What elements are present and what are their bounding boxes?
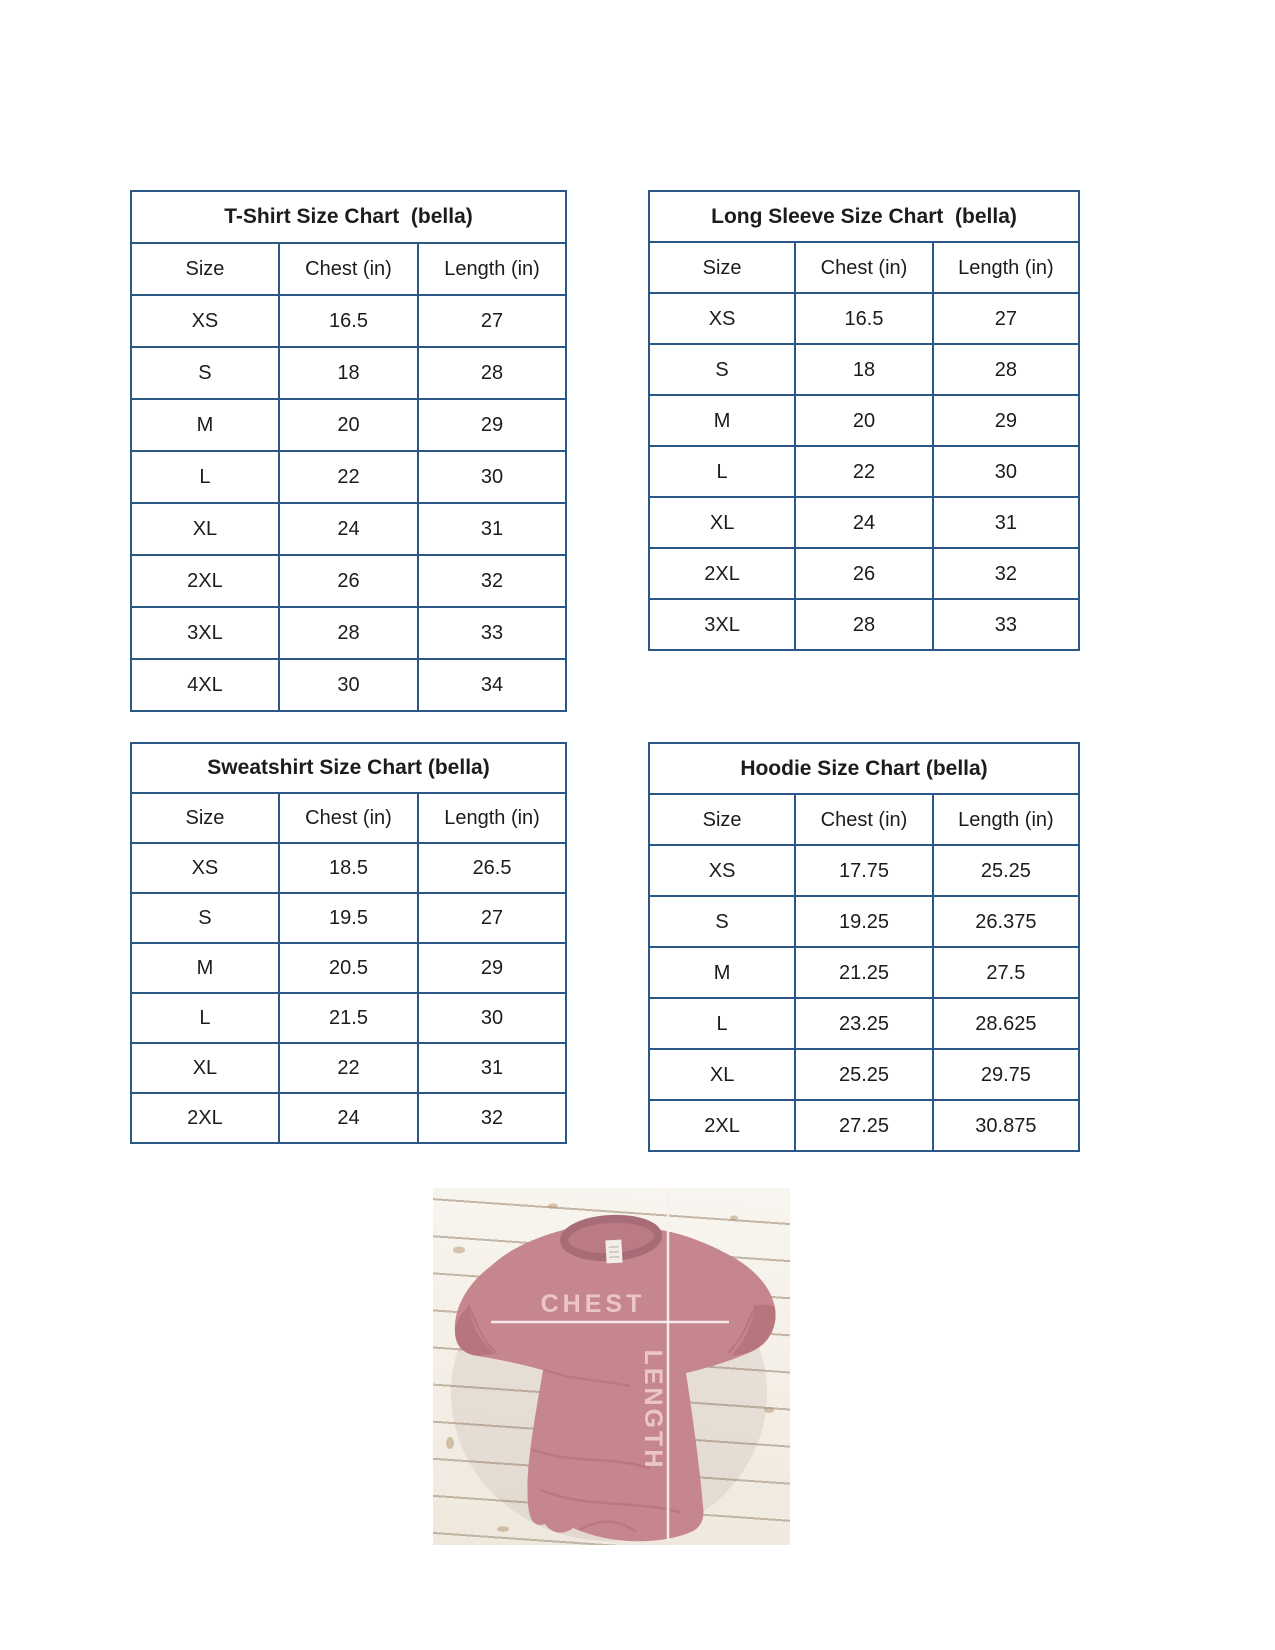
column-header-row (649, 794, 1079, 845)
table-row (649, 497, 1079, 548)
size-cell: S (131, 347, 279, 399)
chest-cell: 16.5 (279, 295, 418, 347)
size-cell: M (131, 399, 279, 451)
table-row (649, 1100, 1079, 1151)
chest-cell: 18.5 (279, 843, 418, 893)
table-row (131, 295, 566, 347)
hoodie-size-chart-table (648, 742, 1080, 1152)
length-label: LENGTH (639, 1349, 667, 1471)
chest-label: CHEST (540, 1290, 646, 1318)
chest-cell: 16.5 (795, 293, 933, 344)
length-cell: 26.375 (933, 896, 1079, 947)
size-cell: M (649, 947, 795, 998)
table-title: Long Sleeve Size Chart (bella) (649, 191, 1079, 242)
tshirt-measure-illustration (433, 1188, 790, 1545)
chest-cell: 25.25 (795, 1049, 933, 1100)
column-header: Length (in) (418, 243, 566, 295)
table-row (649, 548, 1079, 599)
chest-cell: 19.25 (795, 896, 933, 947)
size-cell: L (131, 993, 279, 1043)
size-cell: XL (131, 503, 279, 555)
size-cell: 2XL (649, 1100, 795, 1151)
length-cell: 32 (418, 1093, 566, 1143)
column-header: Chest (in) (279, 793, 418, 843)
size-cell: 4XL (131, 659, 279, 711)
size-cell: 3XL (131, 607, 279, 659)
chest-cell: 18 (795, 344, 933, 395)
length-cell: 27 (418, 295, 566, 347)
size-cell: XL (649, 497, 795, 548)
table-row (649, 947, 1079, 998)
length-cell: 33 (933, 599, 1079, 650)
chest-cell: 27.25 (795, 1100, 933, 1151)
length-cell: 27 (418, 893, 566, 943)
chest-cell: 26 (279, 555, 418, 607)
chest-cell: 20.5 (279, 943, 418, 993)
table-row (131, 503, 566, 555)
chest-cell: 28 (279, 607, 418, 659)
size-guide-photo (433, 1188, 790, 1545)
column-header-row (131, 243, 566, 295)
chest-cell: 23.25 (795, 998, 933, 1049)
length-cell: 32 (933, 548, 1079, 599)
column-header: Size (131, 793, 279, 843)
table-row (649, 845, 1079, 896)
chest-cell: 26 (795, 548, 933, 599)
table-row (649, 599, 1079, 650)
column-header-row (131, 793, 566, 843)
length-cell: 30 (933, 446, 1079, 497)
size-cell: 2XL (131, 1093, 279, 1143)
length-cell: 28.625 (933, 998, 1079, 1049)
chest-cell: 18 (279, 347, 418, 399)
chest-cell: 28 (795, 599, 933, 650)
size-cell: 2XL (131, 555, 279, 607)
column-header-row (649, 242, 1079, 293)
length-cell: 29.75 (933, 1049, 1079, 1100)
length-cell: 26.5 (418, 843, 566, 893)
chest-cell: 24 (795, 497, 933, 548)
tshirt-size-chart-table (130, 190, 567, 712)
length-cell: 31 (418, 503, 566, 555)
table-title: T-Shirt Size Chart (bella) (131, 191, 566, 243)
length-cell: 27 (933, 293, 1079, 344)
table-row (131, 399, 566, 451)
size-cell: XS (131, 843, 279, 893)
length-cell: 30.875 (933, 1100, 1079, 1151)
table-row (649, 896, 1079, 947)
title-row (131, 743, 566, 793)
length-cell: 30 (418, 993, 566, 1043)
column-header: Chest (in) (795, 794, 933, 845)
chest-cell: 21.25 (795, 947, 933, 998)
table-row (649, 344, 1079, 395)
column-header: Size (131, 243, 279, 295)
length-cell: 31 (933, 497, 1079, 548)
column-header: Length (in) (933, 794, 1079, 845)
table-title: Sweatshirt Size Chart (bella) (131, 743, 566, 793)
table-row (649, 395, 1079, 446)
chest-cell: 20 (795, 395, 933, 446)
table-row (131, 555, 566, 607)
chest-cell: 22 (795, 446, 933, 497)
table-title: Hoodie Size Chart (bella) (649, 743, 1079, 794)
column-header: Size (649, 794, 795, 845)
chest-cell: 30 (279, 659, 418, 711)
length-cell: 28 (933, 344, 1079, 395)
size-cell: XL (649, 1049, 795, 1100)
table-row (131, 1093, 566, 1143)
chest-cell: 20 (279, 399, 418, 451)
title-row (649, 743, 1079, 794)
length-cell: 32 (418, 555, 566, 607)
sweatshirt-size-chart-table (130, 742, 567, 1144)
table-row (131, 659, 566, 711)
chest-cell: 21.5 (279, 993, 418, 1043)
size-cell: L (649, 446, 795, 497)
chest-cell: 17.75 (795, 845, 933, 896)
length-cell: 25.25 (933, 845, 1079, 896)
size-cell: XS (649, 845, 795, 896)
size-cell: M (131, 943, 279, 993)
size-cell: XL (131, 1043, 279, 1093)
column-header: Size (649, 242, 795, 293)
length-cell: 28 (418, 347, 566, 399)
chest-cell: 24 (279, 1093, 418, 1143)
column-header: Length (in) (933, 242, 1079, 293)
column-header: Chest (in) (279, 243, 418, 295)
size-cell: XS (131, 295, 279, 347)
table-row (131, 451, 566, 503)
table-row (649, 293, 1079, 344)
size-cell: S (649, 344, 795, 395)
longsleeve-size-chart-table (648, 190, 1080, 651)
table-row (649, 998, 1079, 1049)
title-row (131, 191, 566, 243)
chest-cell: 22 (279, 451, 418, 503)
size-cell: XS (649, 293, 795, 344)
table-row (131, 943, 566, 993)
table-row (131, 607, 566, 659)
size-cell: L (649, 998, 795, 1049)
chest-cell: 19.5 (279, 893, 418, 943)
column-header: Chest (in) (795, 242, 933, 293)
size-cell: L (131, 451, 279, 503)
table-row (649, 446, 1079, 497)
table-row (131, 993, 566, 1043)
title-row (649, 191, 1079, 242)
length-cell: 30 (418, 451, 566, 503)
neck-tag (605, 1240, 622, 1264)
table-row (131, 843, 566, 893)
table-row (131, 1043, 566, 1093)
size-cell: S (649, 896, 795, 947)
size-cell: 3XL (649, 599, 795, 650)
length-cell: 27.5 (933, 947, 1079, 998)
length-cell: 29 (933, 395, 1079, 446)
length-cell: 34 (418, 659, 566, 711)
size-cell: S (131, 893, 279, 943)
size-cell: 2XL (649, 548, 795, 599)
table-row (649, 1049, 1079, 1100)
length-cell: 29 (418, 943, 566, 993)
chest-cell: 22 (279, 1043, 418, 1093)
length-cell: 33 (418, 607, 566, 659)
size-cell: M (649, 395, 795, 446)
table-row (131, 893, 566, 943)
length-cell: 29 (418, 399, 566, 451)
column-header: Length (in) (418, 793, 566, 843)
chest-cell: 24 (279, 503, 418, 555)
table-row (131, 347, 566, 399)
length-cell: 31 (418, 1043, 566, 1093)
